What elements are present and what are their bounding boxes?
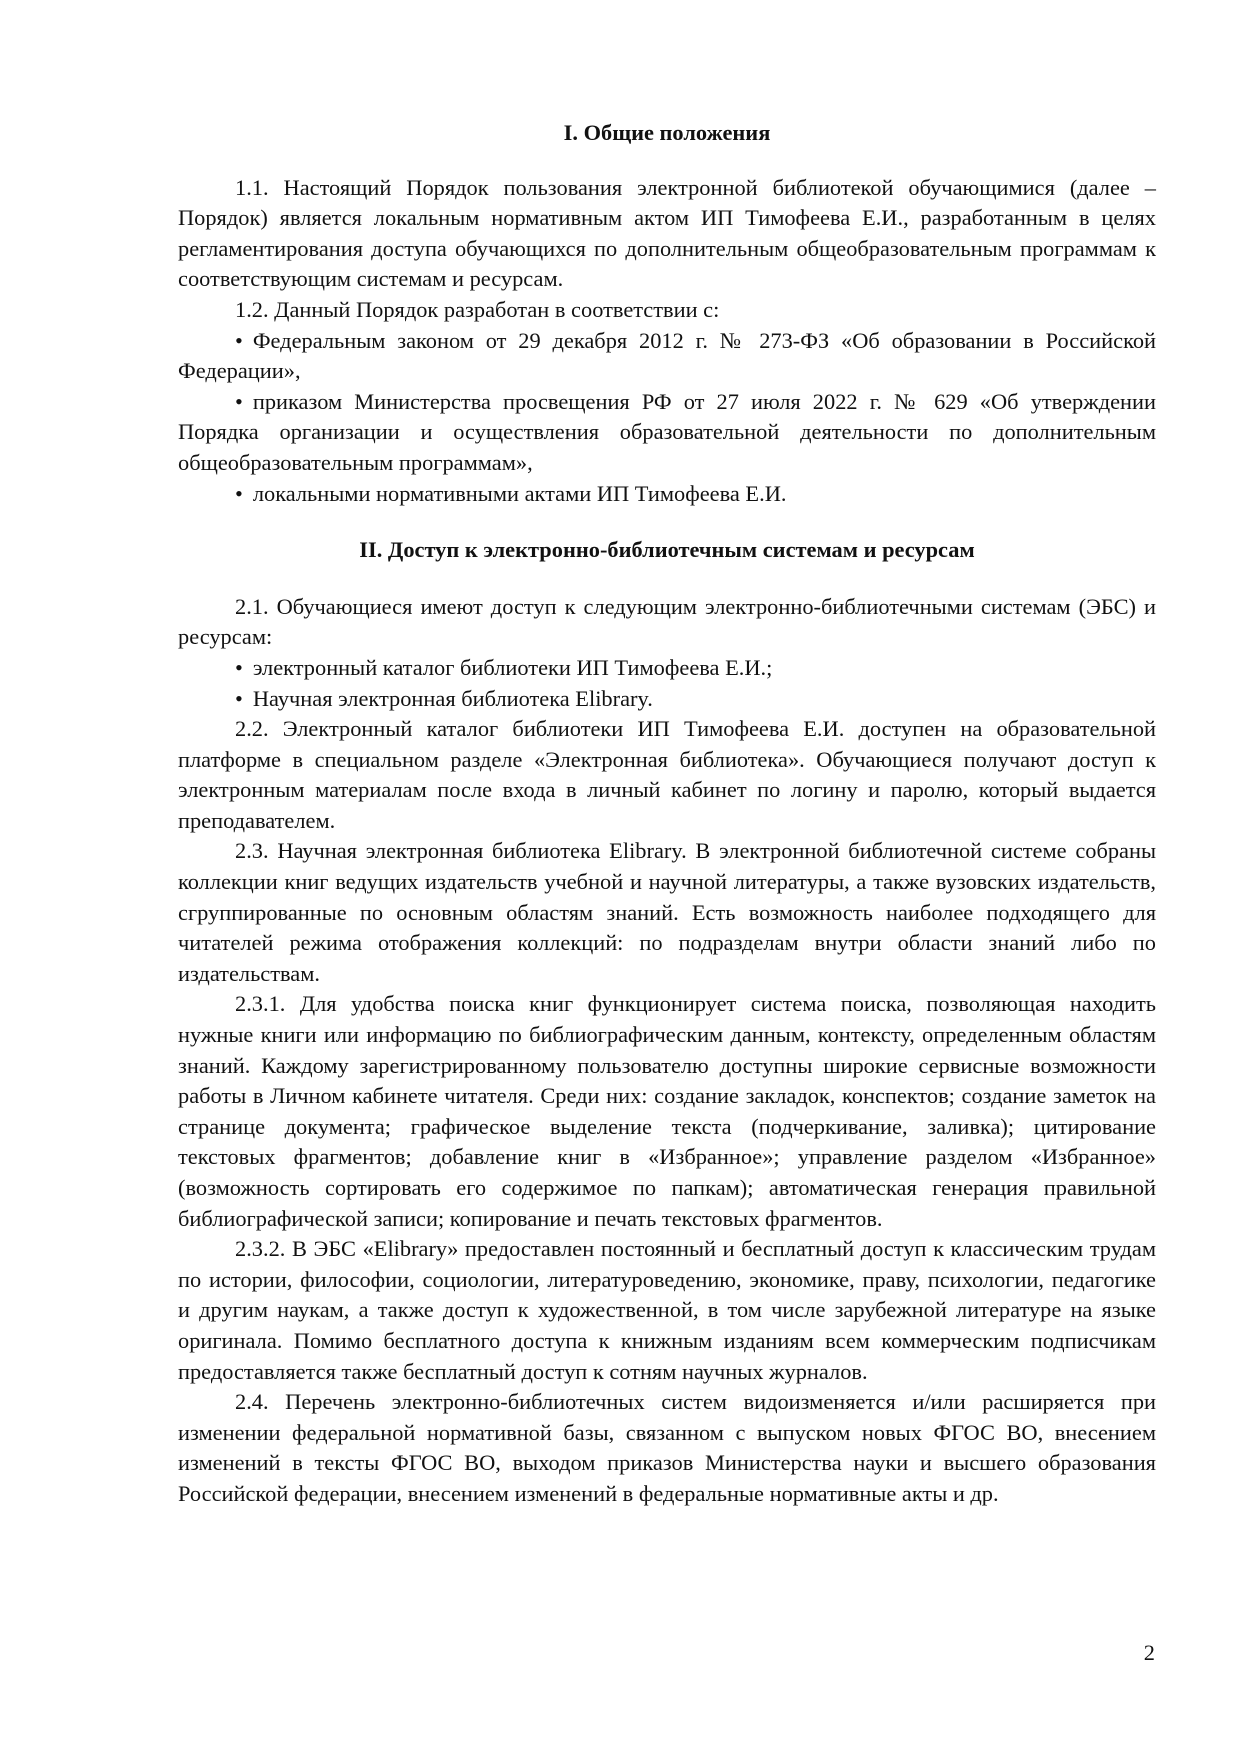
list-item-text: Федеральным законом от 29 декабря 2012 г. № 273-ФЗ «Об образовании в Российской Федерации», <box>178 327 1156 384</box>
bullet-icon: • <box>235 388 243 414</box>
list-item <box>178 653 1156 684</box>
list-item <box>178 326 1156 387</box>
paragraph-2-3-2: 2.3.2. В ЭБС «Elibrary» предоставлен постоянный и бесплатный доступ к классическим трудам по истории, философии, социологии, литературоведению, экономике, праву, психологии, педагогике и другим наукам, а также доступ к художественной, в том числе зарубежной литературе на языке оригинала. Помимо бесплатного доступа к книжным изданиям всем коммерческим подписчикам предоставляется также бесплатный доступ к сотням научных журналов. <box>178 1236 1156 1384</box>
paragraph-2-4: 2.4. Перечень электронно-библиотечных систем видоизменяется и/или расширяется при изменении федеральной нормативной базы, связанном с выпуском новых ФГОС ВО, внесением изменений в тексты ФГОС ВО, выходом приказов Министерства науки и высшего образования Российской федерации, внесением изменений в федеральные нормативные акты и др. <box>178 1389 1156 1506</box>
paragraph-1-2: 1.2. Данный Порядок разработан в соответствии с: <box>235 296 720 322</box>
bullet-icon: • <box>235 480 243 506</box>
list-item-text: локальными нормативными актами ИП Тимофеева Е.И. <box>252 480 787 506</box>
list-item-text: Научная электронная библиотека Elibrary. <box>252 685 653 711</box>
bullet-icon: • <box>235 685 243 711</box>
section-2-heading: II. Доступ к электронно-библиотечным системам и ресурсам <box>359 537 975 563</box>
list-item <box>178 684 1156 715</box>
list-item-text: приказом Министерства просвещения РФ от 27 июля 2022 г. № 629 «Об утверждении Порядка организации и осуществления образовательной деятельности по дополнительным общеобразовательным программам», <box>178 388 1156 475</box>
paragraph-2-1: 2.1. Обучающиеся имеют доступ к следующим электронно-библиотечными системам (ЭБС) и ресурсам: <box>178 593 1156 650</box>
document-page <box>178 118 1156 1510</box>
list-item <box>178 479 1156 510</box>
paragraph-2-3: 2.3. Научная электронная библиотека Elibrary. В электронной библиотечной системе собраны коллекции книг ведущих издательств учебной и научной литературы, а также вузовских издательств, сгруппированные по основным областям знаний. Есть возможность наиболее подходящего для читателей режима отображения коллекций: по подразделам внутри области знаний либо по издательствам. <box>178 838 1156 986</box>
bullet-icon: • <box>235 327 243 353</box>
section-1-heading: I. Общие положения <box>563 120 771 145</box>
list-item <box>178 387 1156 479</box>
list-item-text: электронный каталог библиотеки ИП Тимофеева Е.И.; <box>252 654 773 680</box>
paragraph-2-2: 2.2. Электронный каталог библиотеки ИП Тимофеева Е.И. доступен на образовательной платформе в специальном разделе «Электронная библиотека». Обучающиеся получают доступ к электронным материалам после входа в личный кабинет по логину и паролю, который выдается преподавателем. <box>178 716 1156 833</box>
paragraph-2-3-1: 2.3.1. Для удобства поиска книг функционирует система поиска, позволяющая находить нужные книги или информацию по библиографическим данным, контексту, определенным областям знаний. Каждому зарегистрированному пользователю доступны широкие сервисные возможности работы в Личном кабинете читателя. Среди них: создание закладок, конспектов; создание заметок на странице документа; графическое выделение текста (подчеркивание, заливка); цитирование текстовых фрагментов; добавление книг в «Избранное»; управление разделом «Избранное» (возможность сортировать его содержимое по папкам); автоматическая генерация правильной библиографической записи; копирование и печать текстовых фрагментов. <box>178 991 1156 1231</box>
paragraph-1-1: 1.1. Настоящий Порядок пользования электронной библиотекой обучающимися (далее – Порядок) является локальным нормативным актом ИП Тимофеева Е.И., разработанным в целях регламентирования доступа обучающихся по дополнительным общеобразовательным программам к соответствующим системам и ресурсам. <box>178 174 1156 292</box>
page-number: 2 <box>1143 1640 1155 1665</box>
bullet-icon: • <box>235 654 243 680</box>
